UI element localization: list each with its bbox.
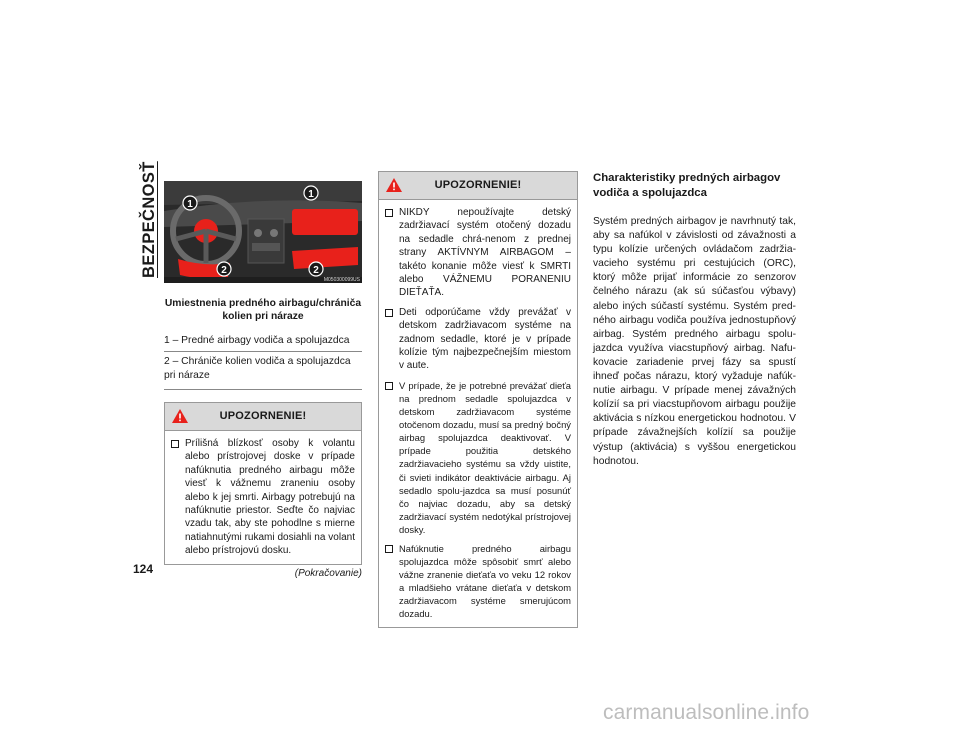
svg-text:2: 2 [313, 265, 319, 276]
figure-code: M050300099US [323, 277, 360, 283]
body-paragraph: Systém predných airbagov je navrhnutý tak, aby sa nafúkol v závislosti od závažnosti a typu kolízie určených ovládačom zadržia-vacieho systému pri cestujúcich (ORC), ktorý môže prijať informácie zo senzorov čelného nárazu (ak sú súčasťou výbavy) alebo iných súčastí systému. Systém pred-ného airbagu vodiča používa jednostupňový airbag. Systém predného airbagu spolu-jazdca využíva viacstupňový airbag. Nafu-kovacie zariadenie prvej fázy sa spustí ihneď počas nárazu, ktorý vyžaduje nafúk-nutie airbagu. V prípade menej závažných kolízií sa pri viacstupňovom airbagu použije aktivácia s nízkou energetickou hodnotou. V prípade závažnejších kolízií sa použije výstup (aktivácia) s vyššou energetickou hodnotou. [593, 216, 796, 467]
warning-item: V prípade, že je potrebné prevážať dieťa na prednom sedadle spolujazdca v detskom zadržiavacom systéme otočenom dozadu, musí sa predný bočný airbag spolujazdca deaktivovať. V prípade použitia detského zadržiavacieho systému sa vždy uistite, či svieti indikátor deaktivácie airbagu. Aj sedadlo spolu-jazdca sa musí posunúť čo najviac dozadu, aby sa detský zadržiavací systém nedotýkal prístrojovej dosky. [385, 379, 571, 536]
legend-item: 1 – Predné airbagy vodiča a spolujazdca [164, 335, 350, 346]
marker-1-driver [183, 196, 197, 210]
marker-1-passenger [304, 186, 318, 200]
section-tab [138, 158, 160, 278]
airbag-location-figure [164, 181, 362, 283]
section-heading: Charakteristiky predných airbagov vodiča a spolujazdca [593, 172, 781, 199]
svg-text:1: 1 [187, 199, 193, 210]
marker-2-passenger [309, 262, 323, 276]
warning-title: UPOZORNENIE! [219, 410, 307, 422]
warning-box-left [164, 402, 362, 565]
right-column [593, 171, 796, 469]
figure-caption: Umiestnenia predného airbagu/chrániča kolien pri náraze [164, 298, 362, 322]
warning-body [165, 431, 361, 564]
page-number: 124 [133, 562, 154, 576]
watermark: carmanualsonline.info [603, 701, 810, 724]
warning-item: Nafúknutie predného airbagu spolujazdca môže spôsobiť smrť alebo vážne zranenie dieťaťa vo veku 12 rokov a mladšieho vrátane dieťaťa v detskom zadržiavacom systéme smerujúcom dozadu. [385, 542, 571, 621]
figure-legend [164, 333, 362, 390]
continued-note: (Pokračovanie) [294, 567, 362, 579]
square-bullet-icon [385, 545, 393, 553]
square-bullet-icon [171, 440, 179, 448]
svg-text:2: 2 [221, 265, 227, 276]
warning-title: UPOZORNENIE! [434, 179, 522, 191]
warning-item: NIKDY nepoužívajte detský zadržiavací systém otočený dozadu na sedadle chrá-nenom z prednej strany AKTÍVNYM AIRBAGOM – takéto konanie môže viesť k SMRTI alebo VÁŽNEMU PORANENIU DIEŤAŤA. [385, 206, 571, 300]
square-bullet-icon [385, 382, 393, 390]
warning-item: Prílišná blízkosť osoby k volantu alebo prístrojovej doske v prípade nafúknutia predného airbagu môže viesť k vážnemu zraneniu osoby alebo k jej smrti. Airbagy potrebujú na nafúknutie priestor. Seďte čo najviac vzadu tak, aby ste pohodlne s mierne natiahnutými rukami dosiahli na volant alebo prístrojovú dosku. [171, 437, 355, 558]
section-tab-label: BEZPEČNOSŤ [140, 161, 158, 278]
svg-text:1: 1 [308, 189, 314, 200]
warning-header [379, 172, 577, 200]
middle-column [378, 171, 578, 628]
square-bullet-icon [385, 309, 393, 317]
legend-item: 2 – Chrániče kolien vodiča a spolujazdca pri náraze [164, 351, 362, 386]
marker-2-driver [217, 262, 231, 276]
warning-item: Deti odporúčame vždy prevážať v detskom zadržiavacom systéme na zadnom sedadle, ktoré je v prípade kolízie tým najbezpečnejším miestom v aute. [385, 306, 571, 373]
warning-header [165, 403, 361, 431]
square-bullet-icon [385, 209, 393, 217]
left-column [164, 181, 362, 579]
warning-body [379, 200, 577, 627]
warning-box-middle [378, 171, 578, 628]
dashboard-illustration [164, 181, 362, 283]
